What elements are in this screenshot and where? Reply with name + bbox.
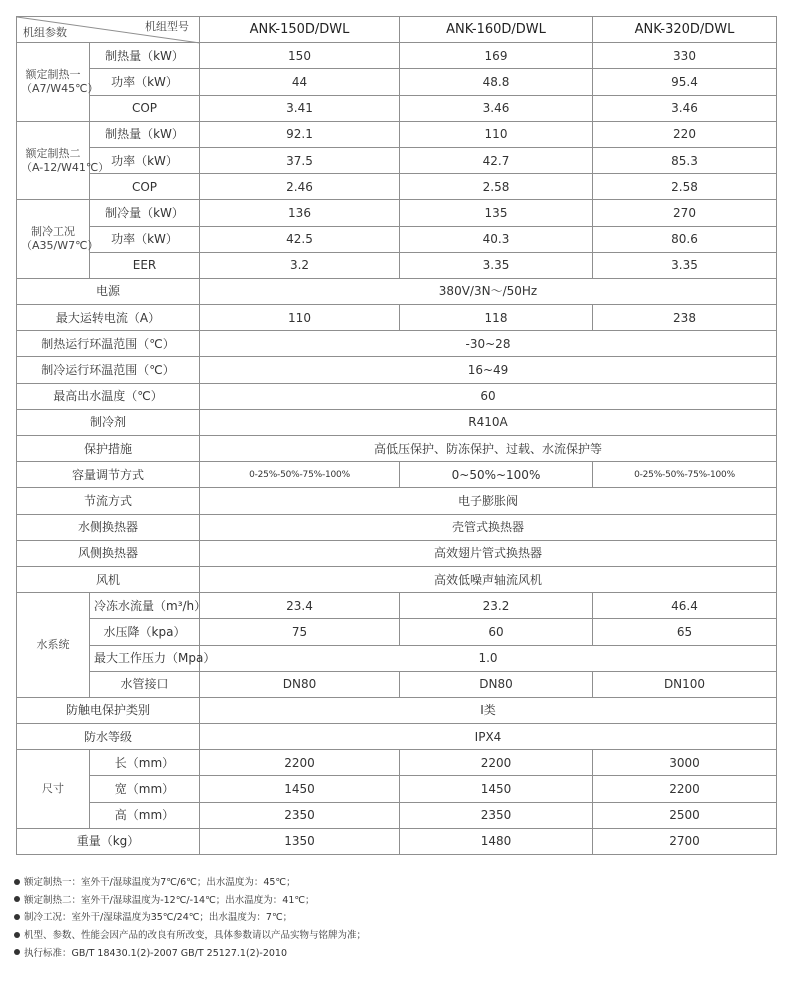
row-label: 节流方式	[17, 488, 200, 514]
table-row	[17, 828, 777, 854]
table-cell: 1450	[200, 776, 400, 802]
row-label: COP	[90, 174, 200, 200]
row-label: 风侧换热器	[17, 540, 200, 566]
table-cell: IPX4	[200, 724, 777, 750]
row-label: 最大运转电流（A）	[17, 305, 200, 331]
row-label: 电源	[17, 278, 200, 304]
row-label: 制冷量（kW）	[90, 200, 200, 226]
table-cell: 65	[593, 619, 777, 645]
table-cell: 270	[593, 200, 777, 226]
row-label: 水侧换热器	[17, 514, 200, 540]
table-cell: 220	[593, 121, 777, 147]
table-cell: 3.35	[400, 252, 593, 278]
table-cell: 37.5	[200, 147, 400, 173]
table-cell: 60	[400, 619, 593, 645]
table-cell: 16~49	[200, 357, 777, 383]
row-label: 水管接口	[90, 671, 200, 697]
table-cell: 136	[200, 200, 400, 226]
table-cell: 2.46	[200, 174, 400, 200]
table-row	[17, 540, 777, 566]
table-cell: 135	[400, 200, 593, 226]
bullet-icon	[14, 879, 20, 885]
table-cell: 1.0	[200, 645, 777, 671]
table-row	[17, 174, 777, 200]
table-cell: 3.46	[593, 95, 777, 121]
table-cell: 40.3	[400, 226, 593, 252]
table-cell: DN100	[593, 671, 777, 697]
table-row	[17, 436, 777, 462]
table-cell: 42.5	[200, 226, 400, 252]
row-label: 功率（kW）	[90, 69, 200, 95]
table-row	[17, 95, 777, 121]
row-label: 制热量（kW）	[90, 121, 200, 147]
table-cell: 2700	[593, 828, 777, 854]
group-dimensions: 尺寸	[17, 750, 90, 829]
table-cell: 壳管式换热器	[200, 514, 777, 540]
table-cell: 23.4	[200, 593, 400, 619]
row-label: 水压降（kpa）	[90, 619, 200, 645]
row-label: 制冷剂	[17, 409, 200, 435]
table-row	[17, 121, 777, 147]
note-item: 额定制热二：室外干/湿球温度为-12℃/-14℃；出水温度为：41℃；	[14, 892, 366, 910]
table-cell: 2.58	[593, 174, 777, 200]
table-cell: 2500	[593, 802, 777, 828]
table-row	[17, 357, 777, 383]
table-cell: R410A	[200, 409, 777, 435]
table-cell: 电子膨胀阀	[200, 488, 777, 514]
table-cell: 169	[400, 43, 593, 69]
table-cell: 1350	[200, 828, 400, 854]
row-label: 防触电保护类别	[17, 697, 200, 723]
table-row	[17, 566, 777, 592]
table-row	[17, 514, 777, 540]
table-cell: 42.7	[400, 147, 593, 173]
table-row	[17, 750, 777, 776]
row-label: 容量调节方式	[17, 462, 200, 488]
table-header-row	[17, 17, 777, 43]
diagonal-header-cell	[17, 17, 200, 43]
row-label: 风机	[17, 566, 200, 592]
table-cell: 3.2	[200, 252, 400, 278]
group-heating2: 额定制热二 （A-12/W41℃）	[17, 121, 90, 200]
table-row	[17, 593, 777, 619]
table-cell: 150	[200, 43, 400, 69]
table-cell: 92.1	[200, 121, 400, 147]
table-cell: 80.6	[593, 226, 777, 252]
table-cell: 3000	[593, 750, 777, 776]
table-cell: 60	[200, 383, 777, 409]
table-row	[17, 69, 777, 95]
table-cell: I类	[200, 697, 777, 723]
row-label: 防水等级	[17, 724, 200, 750]
table-row	[17, 278, 777, 304]
table-row	[17, 409, 777, 435]
row-label: 保护措施	[17, 436, 200, 462]
table-cell: 1480	[400, 828, 593, 854]
bullet-icon	[14, 949, 20, 955]
row-label: EER	[90, 252, 200, 278]
table-row	[17, 383, 777, 409]
table-cell: 23.2	[400, 593, 593, 619]
table-cell: 110	[200, 305, 400, 331]
table-cell: 330	[593, 43, 777, 69]
note-item: 机型、参数、性能会因产品的改良有所改变，具体参数请以产品实物与铭牌为准；	[14, 927, 366, 945]
group-cooling: 制冷工况 （A35/W7℃）	[17, 200, 90, 279]
row-label: 制热运行环温范围（℃）	[17, 331, 200, 357]
bullet-icon	[14, 896, 20, 902]
table-cell: 3.35	[593, 252, 777, 278]
row-label: 宽（mm）	[90, 776, 200, 802]
table-cell: 2350	[200, 802, 400, 828]
table-cell: 0~50%~100%	[400, 462, 593, 488]
table-cell: 75	[200, 619, 400, 645]
group-water-system: 水系统	[17, 593, 90, 698]
table-cell: 2200	[200, 750, 400, 776]
table-row	[17, 724, 777, 750]
table-cell: DN80	[400, 671, 593, 697]
table-cell: 2.58	[400, 174, 593, 200]
table-cell: 3.41	[200, 95, 400, 121]
row-label: 制热量（kW）	[90, 43, 200, 69]
row-label: 功率（kW）	[90, 147, 200, 173]
table-cell: 110	[400, 121, 593, 147]
model-column-header: ANK-150D/DWL	[200, 17, 400, 43]
row-label: 高（mm）	[90, 802, 200, 828]
spec-table	[16, 16, 777, 855]
table-row	[17, 671, 777, 697]
param-header-label: 机组参数	[23, 26, 67, 40]
note-item: 执行标准：GB/T 18430.1(2)-2007 GB/T 25127.1(2)-2010	[14, 945, 366, 963]
table-row	[17, 331, 777, 357]
table-cell: 2200	[400, 750, 593, 776]
table-cell: 85.3	[593, 147, 777, 173]
row-label: 冷冻水流量（m³/h）	[90, 593, 200, 619]
table-row	[17, 305, 777, 331]
table-cell: 46.4	[593, 593, 777, 619]
table-row	[17, 645, 777, 671]
model-column-header: ANK-320D/DWL	[593, 17, 777, 43]
table-row	[17, 776, 777, 802]
table-cell: 2200	[593, 776, 777, 802]
row-label: 重量（kg）	[17, 828, 200, 854]
model-header-label: 机组型号	[145, 20, 189, 33]
bullet-icon	[14, 932, 20, 938]
table-cell: 0-25%-50%-75%-100%	[593, 462, 777, 488]
model-column-header: ANK-160D/DWL	[400, 17, 593, 43]
row-label: 功率（kW）	[90, 226, 200, 252]
bullet-icon	[14, 914, 20, 920]
table-cell: DN80	[200, 671, 400, 697]
table-cell: 44	[200, 69, 400, 95]
table-row	[17, 252, 777, 278]
row-label: 最高出水温度（℃）	[17, 383, 200, 409]
table-cell: 0-25%-50%-75%-100%	[200, 462, 400, 488]
table-cell: 1450	[400, 776, 593, 802]
group-heating1: 额定制热一 （A7/W45℃）	[17, 43, 90, 122]
table-row	[17, 200, 777, 226]
table-row	[17, 43, 777, 69]
table-cell: 48.8	[400, 69, 593, 95]
table-row	[17, 488, 777, 514]
note-item: 制冷工况：室外干/湿球温度为35℃/24℃；出水温度为：7℃；	[14, 909, 366, 927]
table-row	[17, 226, 777, 252]
notes-list	[14, 874, 366, 963]
row-label: 制冷运行环温范围（℃）	[17, 357, 200, 383]
table-row	[17, 697, 777, 723]
table-row	[17, 802, 777, 828]
table-cell: 3.46	[400, 95, 593, 121]
table-cell: 118	[400, 305, 593, 331]
table-cell: 95.4	[593, 69, 777, 95]
note-item: 额定制热一：室外干/湿球温度为7℃/6℃；出水温度为：45℃；	[14, 874, 366, 892]
row-label: 长（mm）	[90, 750, 200, 776]
table-cell: 380V/3N～/50Hz	[200, 278, 777, 304]
table-cell: 高效低噪声轴流风机	[200, 566, 777, 592]
row-label: 最大工作压力（Mpa）	[90, 645, 200, 671]
table-cell: 238	[593, 305, 777, 331]
table-cell: 高效翅片管式换热器	[200, 540, 777, 566]
table-cell: -30~28	[200, 331, 777, 357]
table-row	[17, 147, 777, 173]
table-cell: 高低压保护、防冻保护、过载、水流保护等	[200, 436, 777, 462]
table-row	[17, 619, 777, 645]
table-row	[17, 462, 777, 488]
table-cell: 2350	[400, 802, 593, 828]
row-label: COP	[90, 95, 200, 121]
